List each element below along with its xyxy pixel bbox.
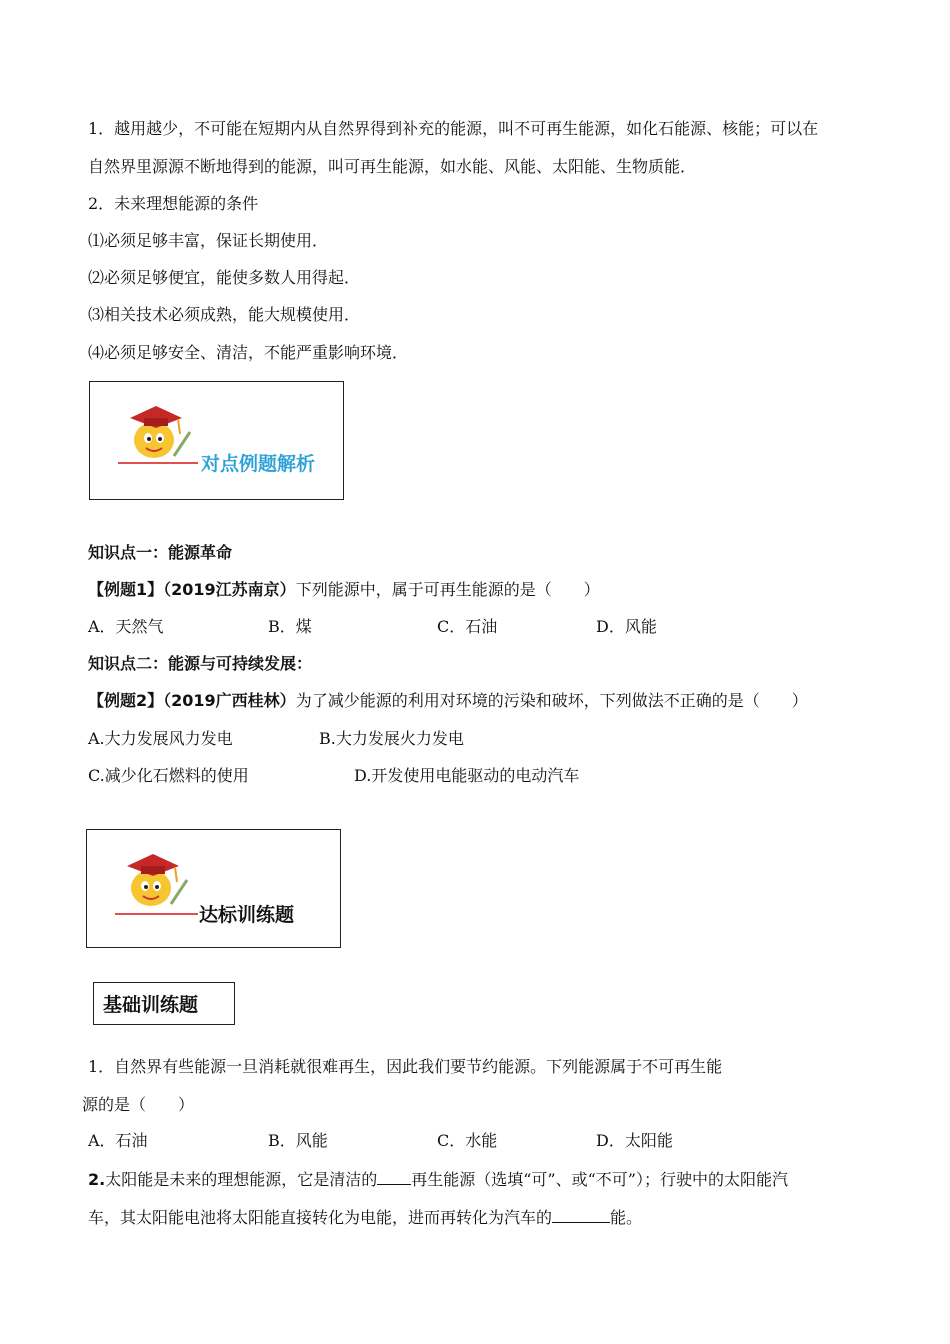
example-2-tag: 【例题2】: [88, 691, 164, 710]
knowledge-point-1: 知识点一：能源革命: [88, 543, 233, 562]
question-2-text-c: 车，其太阳能电池将太阳能直接转化为电能，进而再转化为汽车的: [88, 1208, 553, 1227]
example-1-option-b: B．煤: [268, 617, 312, 636]
section-banner-training: [86, 829, 341, 948]
condition-3: ⑶相关技术必须成熟，能大规模使用．: [88, 305, 361, 324]
example-2-option-b: B.大力发展火力发电: [319, 729, 464, 748]
example-2-option-a: A.大力发展风力发电: [88, 729, 233, 748]
basic-training-label-text: 基础训练题: [103, 994, 199, 1016]
question-1-line-2: 源的是（ ）: [82, 1095, 195, 1114]
graduate-mascot-icon: [118, 396, 198, 466]
example-2-option-c: C.减少化石燃料的使用: [88, 766, 249, 785]
question-2-text-b: 再生能源（选填“可”、或“不可”）；行驶中的太阳能汽: [411, 1170, 788, 1189]
example-1: [88, 579, 600, 601]
section-banner-examples: [89, 381, 344, 500]
question-1-option-b: B．风能: [268, 1131, 328, 1150]
example-2: [88, 690, 808, 712]
example-2-source: （2019广西桂林）: [163, 691, 296, 710]
example-2-option-d: D.开发使用电能驱动的电动汽车: [354, 766, 580, 785]
question-2-blank-1[interactable]: [377, 1168, 411, 1185]
banner-title-training: 达标训练题: [199, 904, 295, 926]
question-2-text-d: 能。: [610, 1208, 643, 1227]
question-2-line-1: [88, 1168, 788, 1191]
example-1-option-a: A．天然气: [88, 617, 164, 636]
basic-training-label: [93, 982, 235, 1025]
question-2-line-2: [88, 1206, 642, 1229]
example-1-source: （2019江苏南京）: [163, 580, 296, 599]
question-2-blank-2[interactable]: [552, 1206, 610, 1223]
condition-2: ⑵必须足够便宜，能使多数人用得起．: [88, 268, 361, 287]
condition-1: ⑴必须足够丰富，保证长期使用．: [88, 231, 329, 250]
question-2-number: 2.: [88, 1170, 106, 1189]
condition-4: ⑷必须足够安全、清洁，不能严重影响环境．: [88, 343, 409, 362]
question-1-line-1: 1．自然界有些能源一旦消耗就很难再生，因此我们要节约能源。下列能源属于不可再生能: [88, 1057, 723, 1076]
knowledge-point-2: 知识点二：能源与可持续发展：: [88, 654, 313, 673]
banner-title-examples: 对点例题解析: [201, 453, 316, 475]
example-1-text: 下列能源中，属于可再生能源的是（ ）: [295, 580, 600, 599]
question-1-option-a: A．石油: [88, 1131, 148, 1150]
example-1-tag: 【例题1】: [88, 580, 164, 599]
example-1-option-d: D．风能: [596, 617, 657, 636]
example-1-option-c: C．石油: [437, 617, 498, 636]
example-2-text: 为了减少能源的利用对环境的污染和破坏，下列做法不正确的是（ ）: [295, 691, 808, 710]
intro-line-2: 自然界里源源不断地得到的能源，叫可再生能源，如水能、风能、太阳能、生物质能．: [88, 157, 697, 176]
intro-line-1: 1．越用越少，不可能在短期内从自然界得到补充的能源，叫不可再生能源，如化石能源、核能；可以在: [88, 119, 819, 138]
conditions-heading: 2．未来理想能源的条件: [88, 194, 259, 213]
question-1-option-c: C．水能: [437, 1131, 498, 1150]
graduate-mascot-icon: [115, 844, 195, 914]
question-2-text-a: 太阳能是未来的理想能源，它是清洁的: [105, 1170, 378, 1189]
question-1-option-d: D．太阳能: [596, 1131, 673, 1150]
